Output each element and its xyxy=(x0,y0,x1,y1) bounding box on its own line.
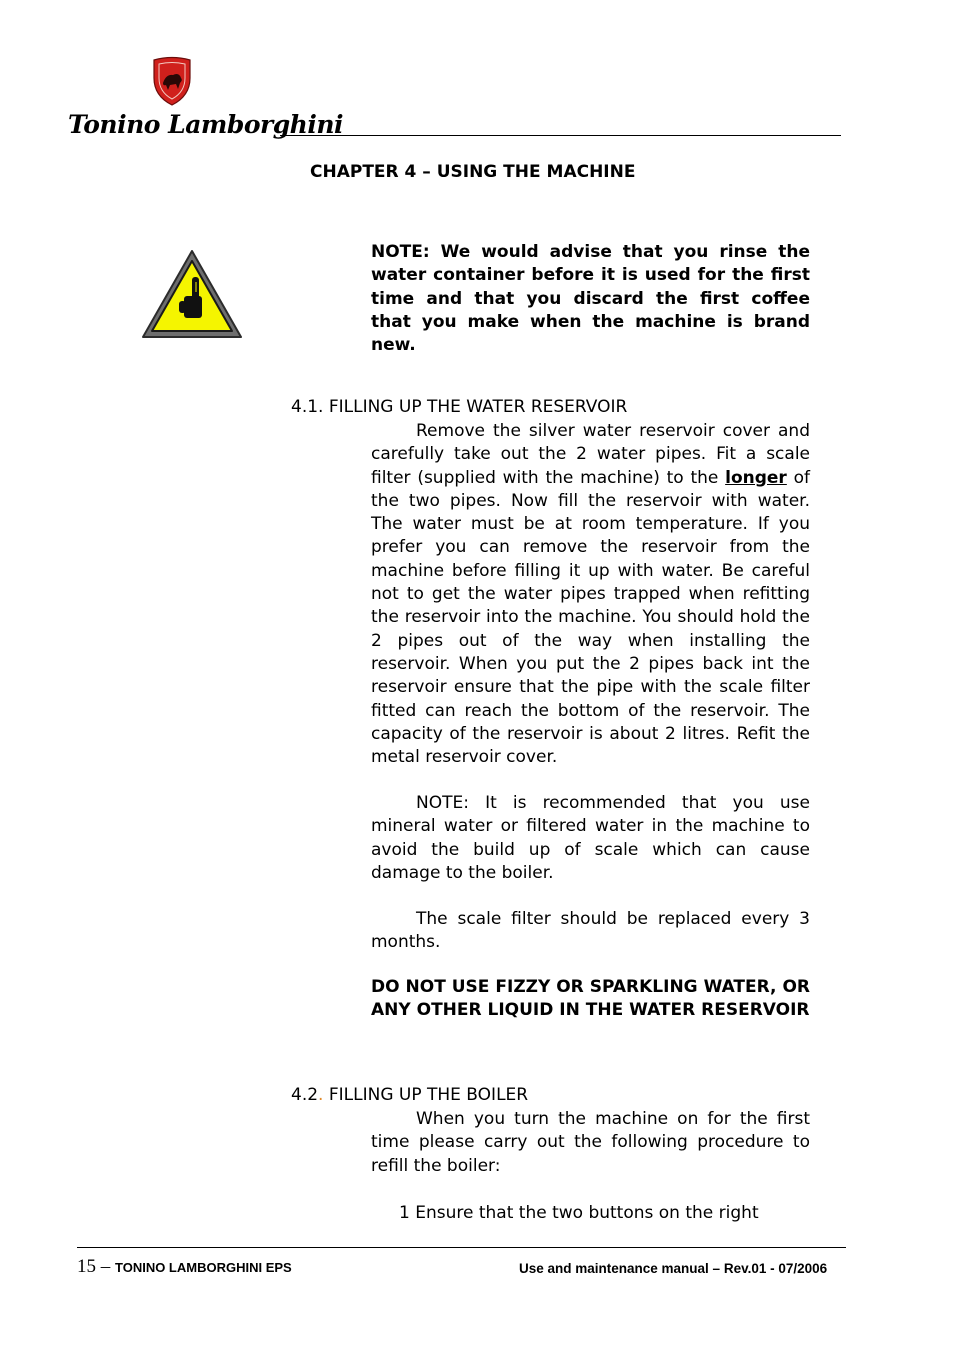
first-use-note: NOTE: We would advise that you rinse the water container before it is used for the first time and that you discard the first coffee that you make when the machine is brand new. xyxy=(371,242,810,356)
section-dot: . xyxy=(318,1085,324,1105)
chapter-title: CHAPTER 4 – USING THE MACHINE xyxy=(310,162,636,182)
body-text: Remove the silver water reservoir cover and carefully take out the 2 water pipes. Fit a scale filter (supplied with the machine) to the xyxy=(371,421,810,488)
header-rule xyxy=(280,135,841,136)
page-number: 15 – xyxy=(77,1256,115,1277)
bull-shield-icon xyxy=(150,56,194,106)
section-number: 4.2 xyxy=(291,1085,319,1105)
footer-page-number xyxy=(77,1256,292,1278)
footer-rule xyxy=(77,1247,846,1248)
brand-logotype: Tonino Lamborghini xyxy=(68,110,344,139)
longer-emphasis: longer xyxy=(725,467,787,488)
section-4-1-title: 4.1. FILLING UP THE WATER RESERVOIR xyxy=(291,397,628,417)
section-4-2-body: When you turn the machine on for the first time please carry out the following procedure to refill the boiler: xyxy=(371,1109,810,1176)
section-title-text: FILLING UP THE BOILER xyxy=(323,1085,529,1105)
mineral-water-note: NOTE: It is recommended that you use mineral water or filtered water in the machine to avoid the build up of scale which can cause damage to the boiler. xyxy=(371,793,810,883)
footer-manual-info: Use and maintenance manual – Rev.01 - 07/2006 xyxy=(519,1261,828,1276)
body-text: of the two pipes. Now fill the reservoir with water. The water must be at room temperature. If you prefer you can remove the reservoir from the machine before filling it up with water. Be careful not to get the water pipes trapped when refitting the reservoir into the machine. You should hold the 2 pipes out of the way when installing the reservoir. When you put the 2 pipes back int the reservoir ensure that the pipe with the scale filter fitted can reach the bottom of the reservoir. The capacity of the reservoir is about 2 litres. Refit the metal reservoir cover. xyxy=(371,467,810,768)
pointing-finger-warning-icon xyxy=(140,248,244,340)
scale-filter-note: The scale filter should be replaced every 3 months. xyxy=(371,909,810,953)
section-4-2-title xyxy=(291,1085,528,1105)
section-4-1-body xyxy=(371,420,810,769)
step-1: 1 Ensure that the two buttons on the right xyxy=(399,1203,759,1223)
liquid-warning: DO NOT USE FIZZY OR SPARKLING WATER, OR ANY OTHER LIQUID IN THE WATER RESERVOIR xyxy=(371,977,810,1021)
footer-brand: TONINO LAMBORGHINI EPS xyxy=(115,1260,292,1275)
